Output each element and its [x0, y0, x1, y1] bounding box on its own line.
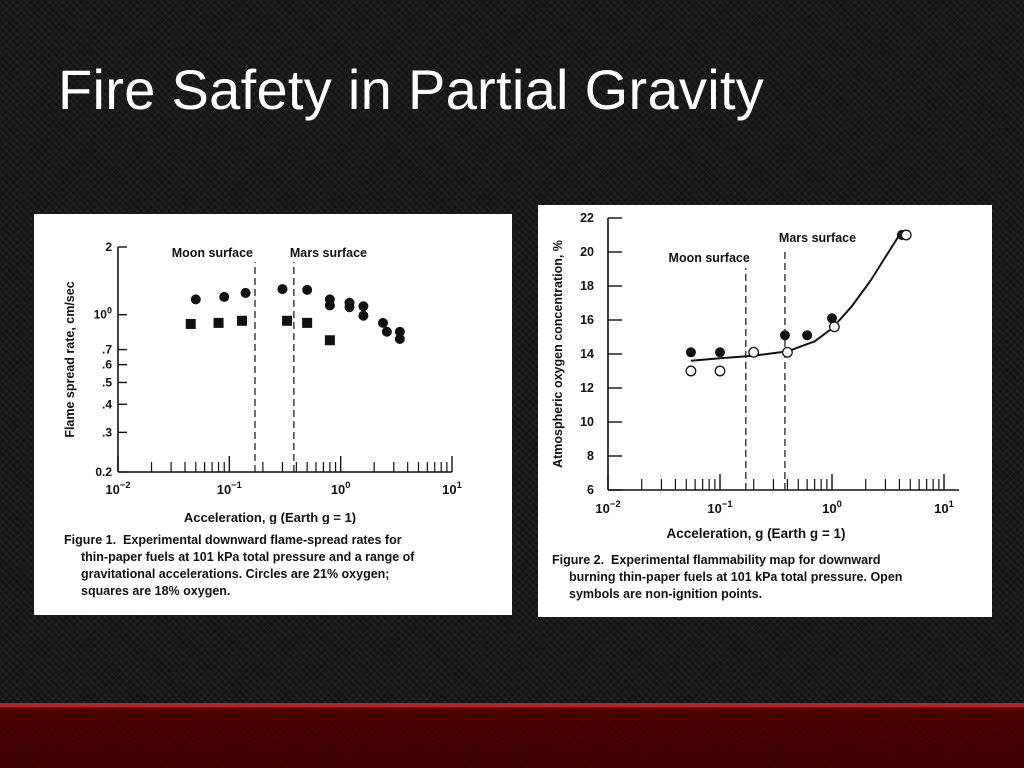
y-tick-label: 16 — [580, 313, 594, 327]
y-tick-label: .4 — [101, 397, 112, 412]
figure-2-caption-line: symbols are non-ignition points. — [569, 587, 763, 601]
figure-1-caption — [64, 532, 504, 600]
figure-1-caption-line: squares are 18% oxygen. — [81, 584, 231, 598]
figure-1-panel — [34, 214, 512, 615]
moon-surface-label: Moon surface — [668, 251, 750, 265]
y-axis-label: Flame spread rate, cm/sec — [63, 281, 77, 438]
y-tick-label: .7 — [101, 342, 112, 357]
y-tick-label: 20 — [580, 245, 594, 259]
y-tick-label: 6 — [587, 483, 594, 497]
data-point-square-18pct — [325, 335, 335, 345]
data-point-circle-21pct — [241, 288, 251, 298]
y-tick-label: 2 — [105, 240, 112, 254]
data-point-square-18pct — [302, 318, 312, 328]
y-tick-label: 12 — [580, 381, 594, 395]
data-point-square-18pct — [237, 316, 247, 326]
data-point-square-18pct — [214, 318, 224, 328]
y-tick-label: 10 — [580, 415, 594, 429]
data-point-non-ignition — [901, 230, 911, 240]
figure-2-caption — [552, 552, 982, 603]
data-point-circle-21pct — [358, 301, 368, 311]
flammability-map-chart — [538, 205, 992, 545]
data-point-square-18pct — [282, 316, 292, 326]
figure-1-caption-line: gravitational accelerations. Circles are 21% oxygen; — [81, 567, 390, 581]
data-point-square-18pct — [186, 319, 196, 329]
y-tick-label: 0.2 — [95, 465, 112, 479]
data-point-ignition — [780, 330, 790, 340]
x-tick-label: $10^0$ — [330, 479, 351, 497]
data-point-non-ignition — [783, 348, 793, 358]
data-point-non-ignition — [830, 322, 840, 332]
data-point-circle-21pct — [378, 318, 388, 328]
figure-2-label: Figure 2. — [552, 553, 605, 567]
y-axis-label: Atmospheric oxygen concentration, % — [551, 240, 565, 468]
x-tick-label: $10^{-2}$ — [595, 498, 621, 516]
figure-2-caption-line: burning thin-paper fuels at 101 kPa total pressure. Open — [569, 570, 903, 584]
y-tick-label: .6 — [101, 357, 112, 372]
data-point-circle-21pct — [382, 327, 392, 337]
mars-surface-label: Mars surface — [289, 246, 368, 260]
y-tick-label: .5 — [101, 375, 112, 390]
x-tick-label: $10^1$ — [934, 498, 954, 516]
y-tick-label: 18 — [580, 279, 594, 293]
data-point-circle-21pct — [358, 311, 368, 321]
figure-1-caption-line: thin-paper fuels at 101 kPa total pressure and a range of — [81, 550, 415, 564]
y-tick-label: 22 — [580, 211, 594, 225]
figure-2-panel — [538, 205, 992, 617]
slide-title: Fire Safety in Partial Gravity — [58, 58, 765, 121]
data-point-circle-21pct — [191, 294, 201, 304]
x-axis-label: Acceleration, g (Earth g = 1) — [183, 510, 357, 524]
x-tick-label: $10^{-2}$ — [105, 479, 131, 497]
mars-surface-label: Mars surface — [778, 231, 857, 245]
data-point-ignition — [686, 347, 696, 357]
data-point-non-ignition — [749, 348, 759, 358]
figure-2-caption-line: Experimental flammability map for downward — [611, 553, 881, 567]
x-tick-label: $10^{-1}$ — [216, 479, 242, 497]
data-point-non-ignition — [686, 366, 696, 376]
flame-spread-chart — [34, 214, 512, 524]
data-point-circle-21pct — [219, 292, 229, 302]
x-axis-label: Acceleration, g (Earth g = 1) — [666, 526, 846, 541]
data-point-circle-21pct — [277, 284, 287, 294]
y-tick-label: 14 — [580, 347, 594, 361]
data-point-circle-21pct — [302, 285, 312, 295]
y-tick-label: 8 — [587, 449, 594, 463]
y-tick-label: .3 — [101, 425, 112, 440]
data-point-circle-21pct — [395, 334, 405, 344]
y-tick-label: $10^0$ — [93, 305, 112, 322]
moon-surface-label: Moon surface — [171, 246, 253, 260]
x-tick-label: $10^0$ — [822, 498, 842, 516]
data-point-ignition — [715, 347, 725, 357]
x-tick-label: $10^{-1}$ — [707, 498, 733, 516]
footer-band — [0, 703, 1024, 768]
data-point-circle-21pct — [325, 300, 335, 310]
data-point-non-ignition — [715, 366, 725, 376]
data-point-circle-21pct — [344, 302, 354, 312]
figure-1-caption-line: Experimental downward flame-spread rates for — [123, 533, 402, 547]
x-tick-label: $10^1$ — [442, 479, 462, 497]
figure-1-label: Figure 1. — [64, 533, 117, 547]
data-point-ignition — [802, 330, 812, 340]
